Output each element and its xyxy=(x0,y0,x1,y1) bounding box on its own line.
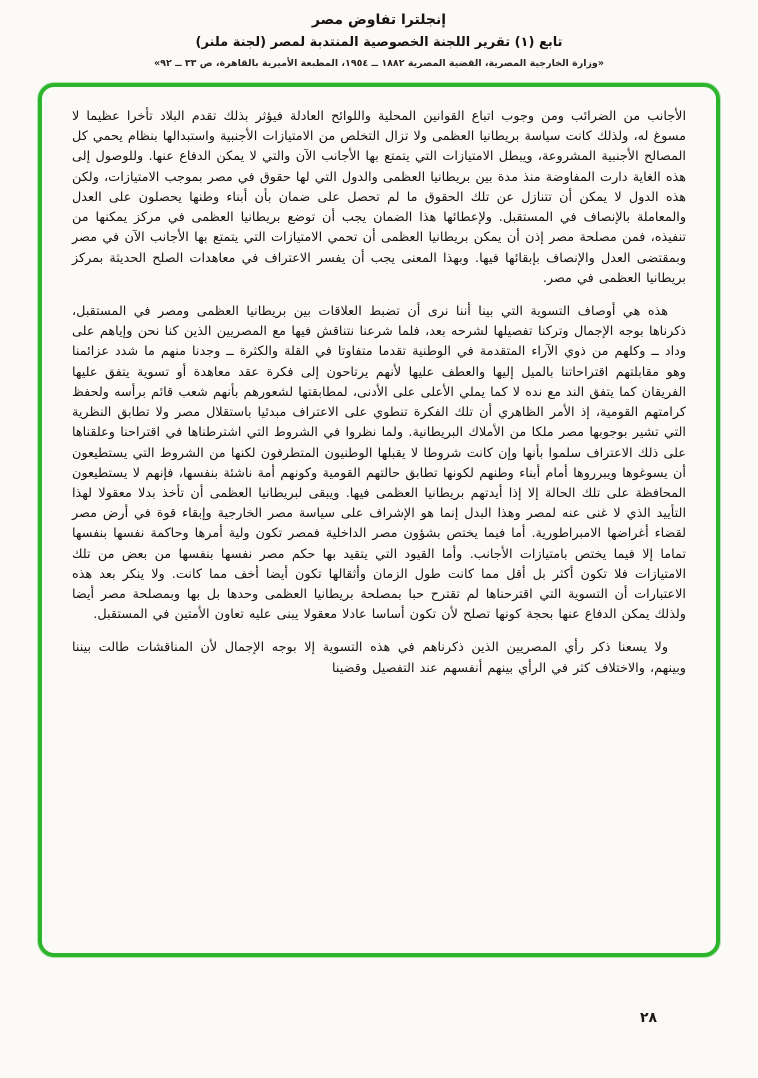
page-header xyxy=(0,12,758,69)
page-number-value: ٢٨ xyxy=(640,1010,658,1026)
source-citation: «وزارة الخارجية المصرية، القضية المصرية ١٨٨٢ ــ ١٩٥٤، المطبعة الأميرية بالقاهرة، ص ٣٣ ــ ٩٢» xyxy=(154,58,604,69)
page-subtitle: تابع (١) تقرير اللجنة الخصوصية المنتدبة لمصر (لجنة ملنر) xyxy=(195,35,563,50)
text-frame xyxy=(38,83,720,957)
page-number xyxy=(0,1010,674,1026)
body-paragraph: ولا يسعنا ذكر رأي المصريين الذين ذكرناهم في هذه التسوية إلا بوجه الإجمال لأن المناقشات طالت بيننا وبينهم، والاختلاف كثر في الرأي بينهم أنفسهم عند التفصيل وقضينا xyxy=(72,640,686,676)
body-paragraph: هذه هي أوصاف التسوية التي بينا أننا نرى أن تضبط العلاقات بين بريطانيا العظمى ومصر في المستقبل، ذكرناها بوجه الإجمال وتركنا تفصيلها لشرحه بعد، فلما شرعنا نتناقش فيها مع المصريين الذين كنا نحن وإياهم على وداد ــ وكلهم من ذوي الآراء المتقدمة في الوطنية تقدما متفاوتا في القلة والكثرة ــ وجدنا منهم ما شدد عزائمنا وهو مقابلتهم اقتراحاتنا بالميل إليها والعطف عليها لأنهم يرتاحون إلى فكرة عقد معاهدة أو تسوية يتفق عليها الفريقان كما يتفق الند مع نده لا كما يملي الأعلى على الأدنى، لمطابقتها لشعورهم بأنهم شعب قائم برأسه ولحفظ كرامتهم القومية، إذ الأمر الظاهري أن تلك الفكرة تنطوي على الاعتراف مبدئيا باستقلال مصر ولا تطابق النظرية التي تشير بوجوبها مصر ملكا من الأملاك البريطانية. ولما نظروا في الشروط التي اشترطناها في اقتراحنا وعلقناها على ذلك الاعتراف سلموا بأنها وإن كانت شروطا لا يقبلها الوطنيون المتطرفون لكنها من الشروط التي يستطيعون أن يسوغوها ويبرروها أمام أبناء وطنهم لكونها تطابق حالتهم القومية وكونهم أمة ناشئة بنفسها، فإنهم لا يستطيعون المحافظة على تلك الحالة إلا إذا أيدتهم بريطانيا العظمى فيها. ويبقى لبريطانيا العظمى أن تأخذ بدلا معقولا لهذا التأييد الذي لا غنى عنه لمصر وهذا البدل إنما هو الإشراف على سياسة مصر الخارجية وإبقاء قوة في أرض مصر لقضاء أغراضها الامبراطورية. أما فيما يختص بشؤون مصر الداخلية فمصر تكون ولية أمرها وحاكمة نفسها بنفسها تماما إلا فيما يختص بامتيازات الأجانب. وأما القيود التي يتقيد بها حكم مصر نفسها بنفسها من بعض من تلك الامتيازات فلا تكون أكثر بل أقل مما كانت طول الزمان وأثقالها تكون أيضا أخف مما كانت. ولا ينكر بعد هذه الاعتبارات أن التسوية التي اقترحناها لم تقترح حبا بمصلحة بريطانيا العظمى وحدها بل بها وبمصلحة مصر أيضا ولذلك يمكن الدفاع عنها بحجة كونها تصلح لأن تكون أساسا عادلا معقولا يبنى عليه تعاون الأمتين في المستقبل. xyxy=(72,303,686,623)
page-title: إنجلترا تفاوض مصر xyxy=(311,12,447,28)
body-paragraph: الأجانب من الضرائب ومن وجوب اتباع القوانين المحلية واللوائح العادلة فيؤثر بذلك تقدم البلاد تأخرا عظيما لا مسوغ له، ولذلك كانت سياسة بريطانيا العظمى ولا تزال التخلص من الامتيازات الأجنبية واستبدالها بنظام يحمي كل المصالح الأجنبية المشروعة، ويبطل الامتيازات التي يتمتع بها الأجانب الآن والتي لا يمكن الدفاع عنها. وللوصول إلى هذه الغاية دارت المفاوضة منذ مدة بين بريطانيا العظمى والدول التي لها حقوق في مصر بموجب الامتيازات، ولكن هذه الدول لا يمكن أن تتنازل عن تلك الحقوق ما لم تحصل على ضمان بأن أبناء وطنها يحصلون على العدل والمعاملة بالإنصاف في المستقبل. ولإعطائها هذا الضمان يجب أن توضع بريطانيا العظمى في مركز يمكنها من تنفيذه، فمن مصلحة مصر إذن أن يمكن بريطانيا العظمى أن تحمي الامتيازات التي يتمتع بها الأجانب الآن في مصر وبمقتضى العدل والإنصاف بإبقائها فيها. وبهذا المعنى يجب أن يفسر الاعتراف في معاهدات الصلح الحديثة بمركز بريطانيا العظمى في مصر. xyxy=(72,109,686,286)
